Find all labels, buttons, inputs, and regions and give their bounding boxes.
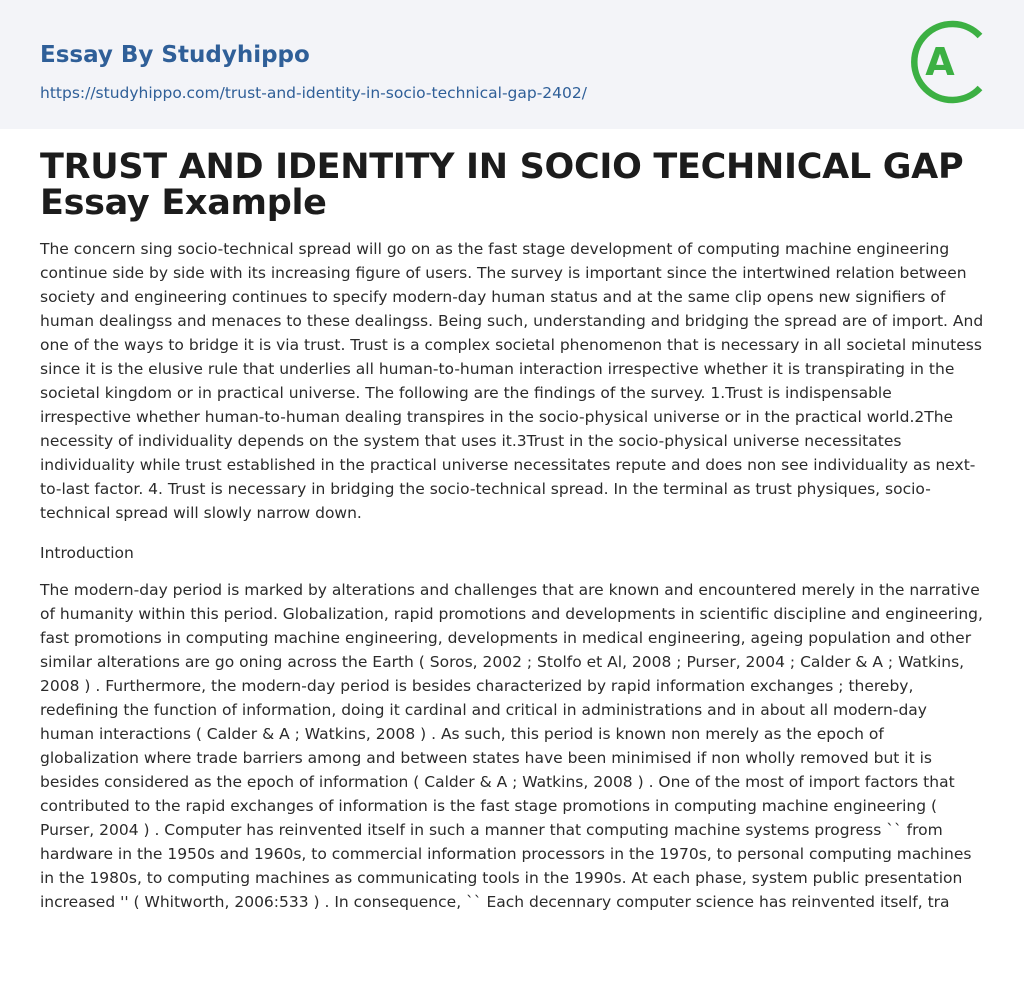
introduction-paragraph: The modern-day period is marked by alterations and challenges that are known and encountered merely in the narrative of humanity within this period. Globalization, rapid promotions and developments in scientific discipline and engineering, fast promotions in computing machine engineering, developments in medical engineering, ageing population and other similar alterations are go oning across the Earth ( Soros, 2002 ; Stolfo et Al, 2008 ; Purser, 2004 ; Calder & A ; Watkins, 2008 ) . Furthermore, the modern-day period is besides characterized by rapid information exchanges ; thereby, redefining the function of information, doing it cardinal and critical in administrations and in about all modern-day human interactions ( Calder & A ; Watkins, 2008 ) . As such, this period is known non merely as the epoch of globalization where trade barriers among and between states have been minimised if non wholly removed but it is besides considered as the epoch of information ( Calder & A ; Watkins, 2008 ) . One of the most of import factors that contributed to the rapid exchanges of information is the fast stage promotions in computing machine engineering ( Purser, 2004 ) . Computer has reinvented itself in such a manner that computing machine systems progress `` from hardware in the 1950s and 1960s, to commercial information processors in the 1970s, to personal computing machines in the 1980s, to computing machines as communicating tools in the 1990s. At each phase, system public presentation increased '' ( Whitworth, 2006:533 ) . In consequence, `` Each decennary computer science has reinvented itself, tra [40,581,983,911]
site-header [0,0,1024,129]
abstract-paragraph: The concern sing socio-technical spread will go on as the fast stage development of computing machine engineering continue side by side with its increasing figure of users. The survey is important since the intertwined relation between society and engineering continues to specify modern-day human status and at the same clip opens new signifiers of human dealingss and menaces to these dealingss. Being such, understanding and bridging the spread are of import. And one of the ways to bridge it is via trust. Trust is a complex societal phenomenon that is necessary in all societal minutess since it is the elusive rule that underlies all human-to-human interaction irrespective whether it is transpirating in the societal kingdom or in practical universe. The following are the findings of the survey. 1.Trust is indispensable irrespective whether human-to-human dealing transpires in the socio-physical universe or in the practical world.2The necessity of individuality depends on the system that uses it.3Trust in the socio-physical universe necessitates individuality while trust established in the practical universe necessitates repute and does non see individuality as next-to-last factor. 4. Trust is necessary in bridging the socio-technical spread. In the terminal as trust physiques, socio-technical spread will slowly narrow down. [40,240,984,522]
article [0,149,1024,914]
essay-url-link[interactable]: https://studyhippo.com/trust-and-identity-in-socio-technical-gap-2402/ [40,84,587,102]
introduction-heading: Introduction [40,544,134,562]
studyhippo-logo-icon[interactable] [910,18,988,106]
logo-letter: A [925,40,955,84]
site-brand[interactable]: Essay By Studyhippo [40,42,310,68]
page-title: TRUST AND IDENTITY IN SOCIO TECHNICAL GAP Essay Example [40,147,964,223]
